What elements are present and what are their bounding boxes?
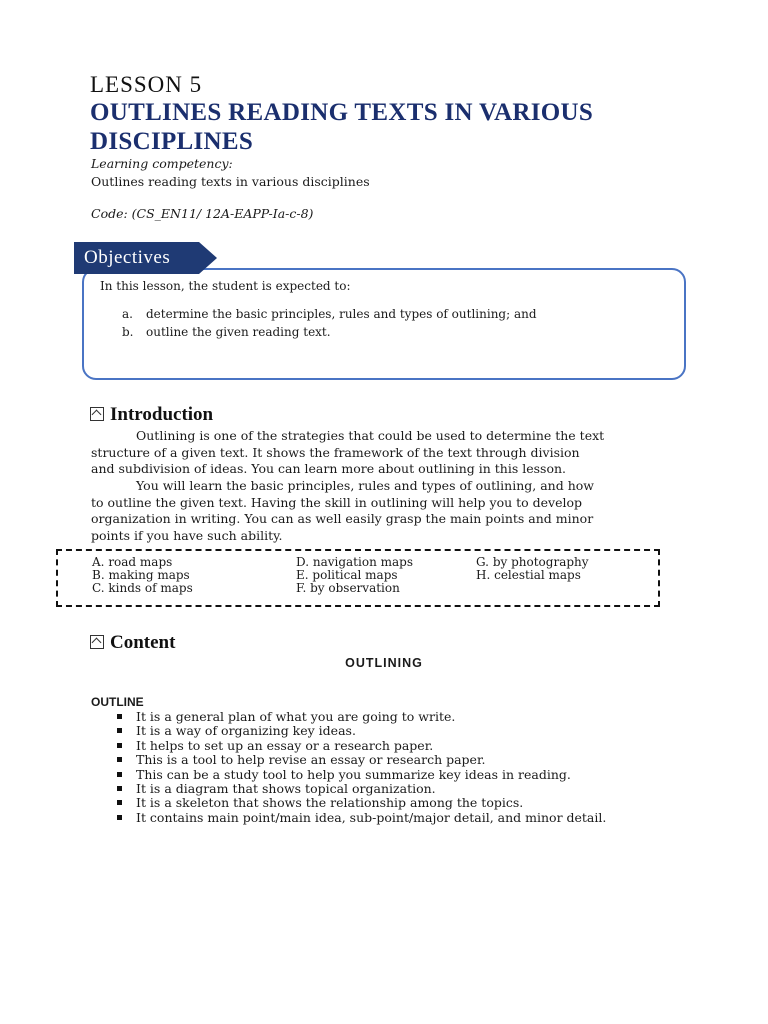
paragraph-line: to outline the given text. Having the skill in outlining will help you to develop	[91, 494, 583, 510]
lesson-title-line-2: DISCIPLINES	[90, 128, 254, 155]
competency-code: Code: (CS_EN11/ 12A-EAPP-Ia-c-8)	[91, 206, 314, 221]
choice-text: making maps	[108, 568, 190, 582]
choice-text: kinds of maps	[108, 581, 193, 595]
objective-text: determine the basic principles, rules and types of outlining; and	[146, 307, 537, 321]
introduction-heading-text: Introduction	[110, 404, 214, 425]
choice-letter: H.	[476, 568, 491, 582]
paragraph-line: You will learn the basic principles, rules and types of outlining, and how	[136, 478, 594, 493]
choice-item	[476, 568, 581, 582]
list-item: It is a diagram that shows topical organization.	[116, 782, 656, 796]
introduction-heading	[90, 404, 213, 426]
choice-letter: A.	[92, 555, 105, 569]
lesson-title	[90, 98, 690, 156]
content-heading-text: Content	[110, 632, 176, 653]
choice-letter: E.	[296, 568, 309, 582]
list-item: It contains main point/main idea, sub-point/major detail, and minor detail.	[116, 811, 656, 825]
list-item: This is a tool to help revise an essay or research paper.	[116, 753, 656, 767]
section-title: OUTLINING	[345, 656, 423, 670]
list-item: This can be a study tool to help you summarize key ideas in reading.	[116, 768, 656, 782]
choice-text: navigation maps	[312, 555, 413, 569]
objectives-heading: Objectives	[84, 247, 171, 268]
objective-text: outline the given reading text.	[146, 325, 331, 339]
paragraph-line: and subdivision of ideas. You can learn more about outlining in this lesson.	[91, 461, 567, 476]
introduction-paragraph-2	[91, 478, 679, 544]
choice-item	[92, 555, 172, 569]
objectives-tab	[74, 242, 220, 274]
list-item: It is a way of organizing key ideas.	[116, 724, 656, 738]
paragraph-line: Outlining is one of the strategies that could be used to determine the text	[136, 428, 605, 443]
choices-box	[56, 549, 660, 607]
choice-item	[296, 568, 398, 582]
outline-label: OUTLINE	[91, 695, 144, 709]
list-item: It is a skeleton that shows the relationship among the topics.	[116, 796, 656, 810]
home-icon	[90, 407, 104, 421]
choice-item	[296, 555, 413, 569]
lesson-title-line-1: OUTLINES READING TEXTS IN VARIOUS	[90, 99, 594, 126]
lesson-number: LESSON 5	[90, 72, 203, 97]
competency-label: Learning competency:	[91, 156, 233, 171]
list-item: It helps to set up an essay or a research paper.	[116, 739, 656, 753]
objectives-intro: In this lesson, the student is expected to:	[100, 279, 351, 293]
choice-letter: G.	[476, 555, 489, 569]
objective-item	[122, 325, 331, 339]
choice-letter: B.	[92, 568, 105, 582]
choice-text: by photography	[492, 555, 589, 569]
list-item: It is a general plan of what you are going to write.	[116, 710, 656, 724]
objective-letter: b.	[122, 325, 134, 339]
objectives-tab-arrow	[199, 242, 217, 274]
outline-bullet-list	[116, 710, 656, 825]
competency-text: Outlines reading texts in various disciplines	[91, 174, 370, 189]
choice-item	[296, 581, 400, 595]
choice-letter: D.	[296, 555, 310, 569]
choice-item	[476, 555, 589, 569]
paragraph-line: structure of a given text. It shows the framework of the text through division	[91, 444, 580, 460]
choice-text: celestial maps	[494, 568, 581, 582]
home-icon	[90, 635, 104, 649]
choice-item	[92, 581, 193, 595]
objective-letter: a.	[122, 307, 133, 321]
choice-letter: F.	[296, 581, 307, 595]
choice-item	[92, 568, 190, 582]
choice-text: road maps	[108, 555, 173, 569]
choice-text: political maps	[312, 568, 398, 582]
paragraph-line: points if you have such ability.	[91, 527, 283, 543]
paragraph-line: organization in writing. You can as well easily grasp the main points and minor	[91, 511, 594, 526]
introduction-paragraph-1	[91, 428, 679, 478]
content-heading	[90, 632, 175, 654]
objective-item	[122, 307, 537, 321]
choice-text: by observation	[310, 581, 400, 595]
choice-letter: C.	[92, 581, 105, 595]
